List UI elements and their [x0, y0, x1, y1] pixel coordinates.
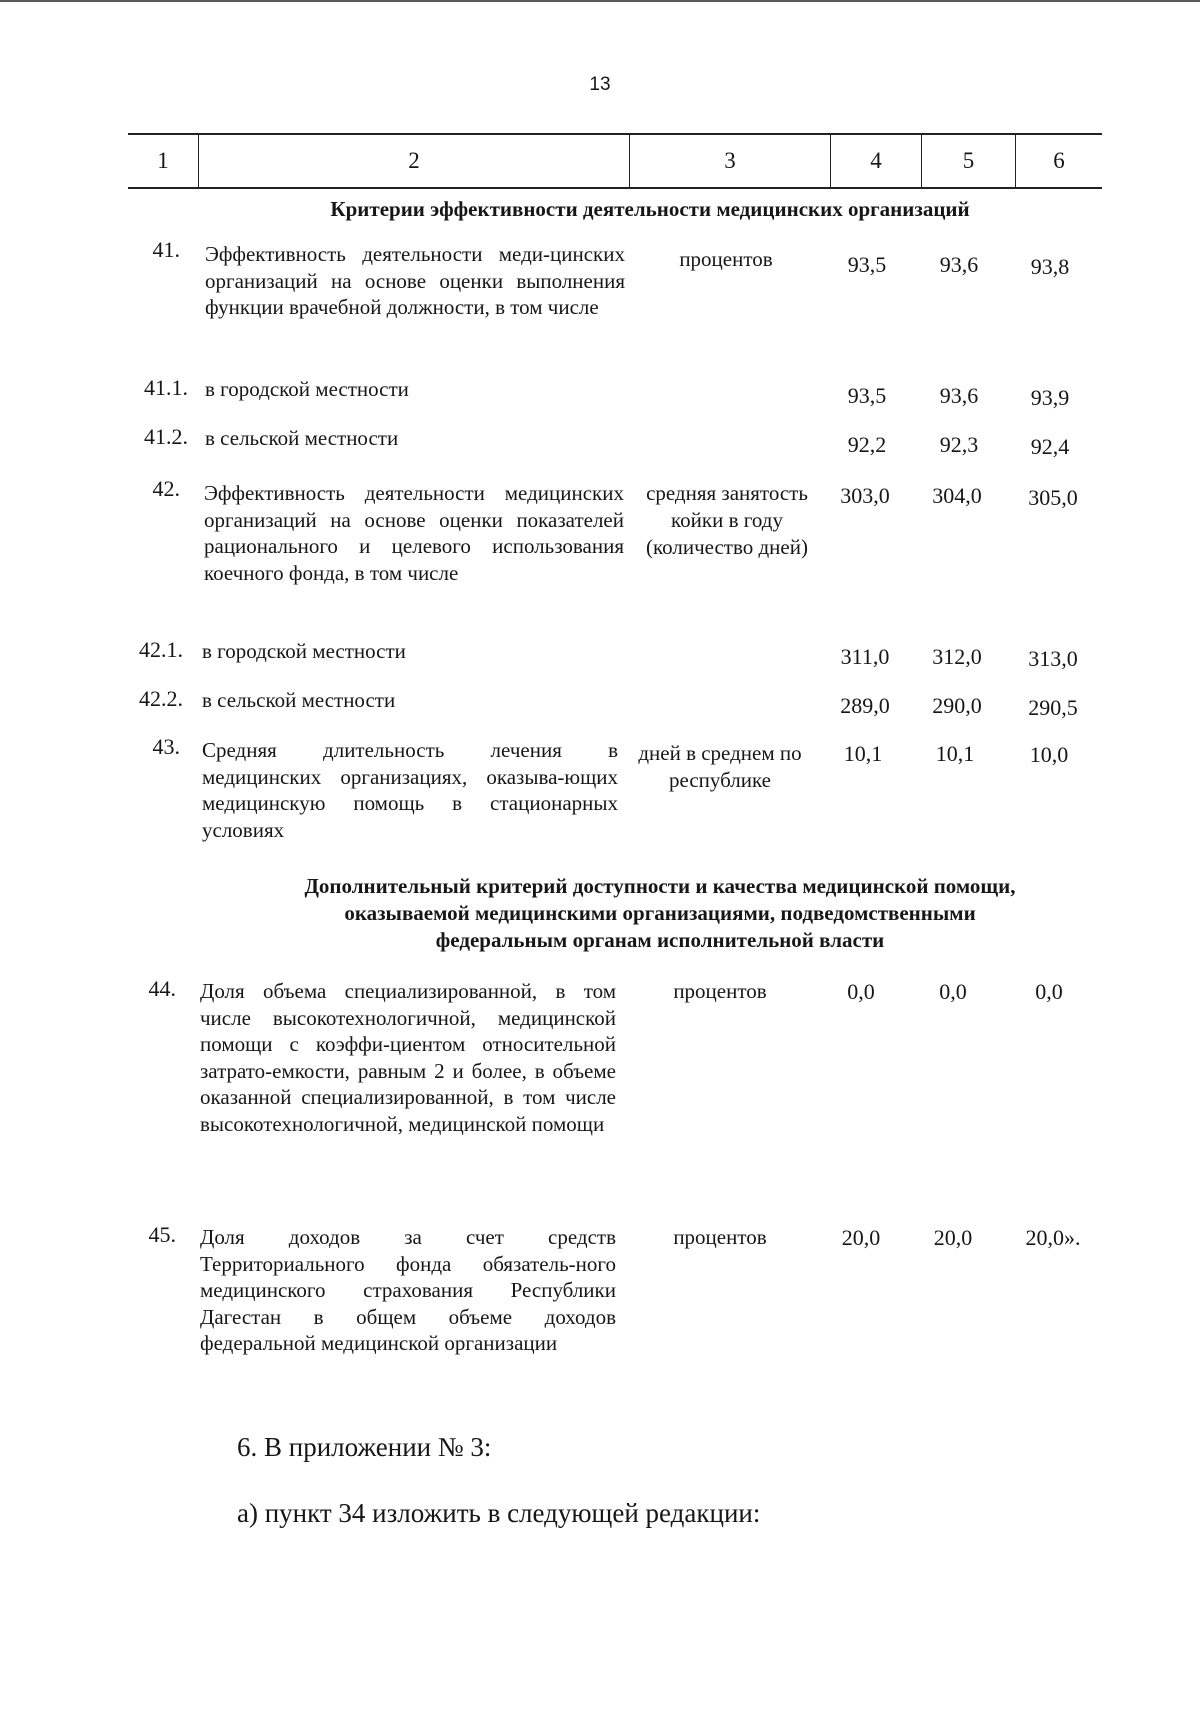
- row-value-col6: 93,8: [1030, 254, 1070, 279]
- column-header-1: 1: [157, 148, 169, 173]
- row-description: в сельской местности: [205, 426, 399, 450]
- row-value-col4: 92,2: [847, 432, 887, 457]
- row-value-col4: 10,1: [843, 741, 883, 766]
- row-number: 41.2.: [144, 424, 188, 449]
- row-value-col6: 20,0».: [1025, 1225, 1081, 1250]
- row-value-col5: 93,6: [939, 383, 979, 408]
- section-title-efficiency: Критерии эффективности деятельности медицинских организаций: [330, 197, 970, 221]
- row-number: 45.: [148, 1222, 176, 1247]
- row-value-col5: 92,3: [939, 432, 979, 457]
- paragraph-appendix-3: 6. В приложении № 3:: [237, 1432, 492, 1462]
- row-value-col5: 0,0: [939, 979, 967, 1004]
- row-unit: дней в среднем по республике: [638, 741, 802, 792]
- row-description: Доля доходов за счет средств Территориального фонда обязатель-ного медицинского страхования Республики Дагестан в общем объеме доходов федеральной медицинской организации: [200, 1225, 616, 1355]
- row-number: 42.2.: [139, 686, 183, 711]
- row-unit: процентов: [673, 1225, 767, 1249]
- column-header-3: 3: [724, 148, 736, 173]
- column-header-2: 2: [408, 148, 420, 173]
- row-value-col4: 311,0: [840, 644, 890, 669]
- row-value-col4: 0,0: [847, 979, 875, 1004]
- row-description: в городской местности: [202, 639, 406, 663]
- row-value-col5: 290,0: [932, 693, 982, 718]
- row-value-col6: 305,0: [1028, 485, 1078, 510]
- row-description: в городской местности: [205, 377, 409, 401]
- row-description: в сельской местности: [202, 688, 396, 712]
- row-value-col5: 93,6: [939, 252, 979, 277]
- row-number: 43.: [152, 734, 180, 759]
- column-header-row: [128, 133, 1102, 189]
- row-value-col4: 303,0: [840, 483, 890, 508]
- row-value-col5: 304,0: [932, 483, 982, 508]
- row-value-col5: 20,0: [933, 1225, 973, 1250]
- paragraph-item-34: а) пункт 34 изложить в следующей редакции:: [237, 1498, 761, 1528]
- scan-edge-line: [0, 0, 1200, 2]
- row-unit: процентов: [679, 247, 773, 271]
- row-value-col6: 10,0: [1029, 742, 1069, 767]
- row-number: 42.: [152, 476, 180, 501]
- section-title-line: оказываемой медицинскими организациями, подведомственными: [344, 901, 976, 925]
- row-value-col6: 313,0: [1028, 646, 1078, 671]
- column-header-4: 4: [870, 148, 882, 173]
- row-description: Доля объема специализированной, в том числе высокотехнологичной, медицинской помощи с коэффи-циентом относительной затрато-емкости, равным 2 и более, в объеме оказанной специализированной, в том числе высокотехнологичной, медицинской помощи: [200, 979, 616, 1136]
- row-value-col6: 93,9: [1030, 385, 1070, 410]
- row-unit: процентов: [673, 979, 767, 1003]
- row-number: 41.1.: [144, 375, 188, 400]
- column-header-6: 6: [1053, 148, 1065, 173]
- row-value-col6: 0,0: [1035, 979, 1063, 1004]
- row-value-col5: 10,1: [935, 741, 975, 766]
- row-value-col6: 92,4: [1030, 434, 1070, 459]
- row-number: 42.1.: [139, 637, 183, 662]
- row-description: Средняя длительность лечения в медицинских организациях, оказыва-ющих медицинскую помощь в стационарных условиях: [202, 738, 618, 842]
- column-header-5: 5: [962, 148, 975, 173]
- row-number: 41.: [152, 237, 180, 262]
- row-value-col4: 93,5: [847, 383, 887, 408]
- row-value-col4: 289,0: [840, 693, 890, 718]
- section-title-additional-criterion: [180, 873, 1140, 954]
- row-value-col4: 93,5: [847, 252, 887, 277]
- section-title-line: федеральным органам исполнительной власти: [435, 928, 885, 952]
- row-number: 44.: [148, 976, 176, 1001]
- row-unit: средняя занятость койки в году (количество дней): [646, 481, 808, 559]
- row-value-col4: 20,0: [841, 1225, 881, 1250]
- row-description: Эффективность деятельности меди-цинских организаций на основе оценки выполнения функции врачебной должности, в том числе: [205, 242, 625, 319]
- row-description: Эффективность деятельности медицинских организаций на основе оценки показателей рационального и целевого использования коечного фонда, в том числе: [204, 481, 624, 585]
- section-title-line: Дополнительный критерий доступности и качества медицинской помощи,: [304, 874, 1016, 898]
- row-value-col6: 290,5: [1028, 695, 1078, 720]
- row-value-col5: 312,0: [932, 644, 982, 669]
- page-number: 13: [589, 74, 611, 95]
